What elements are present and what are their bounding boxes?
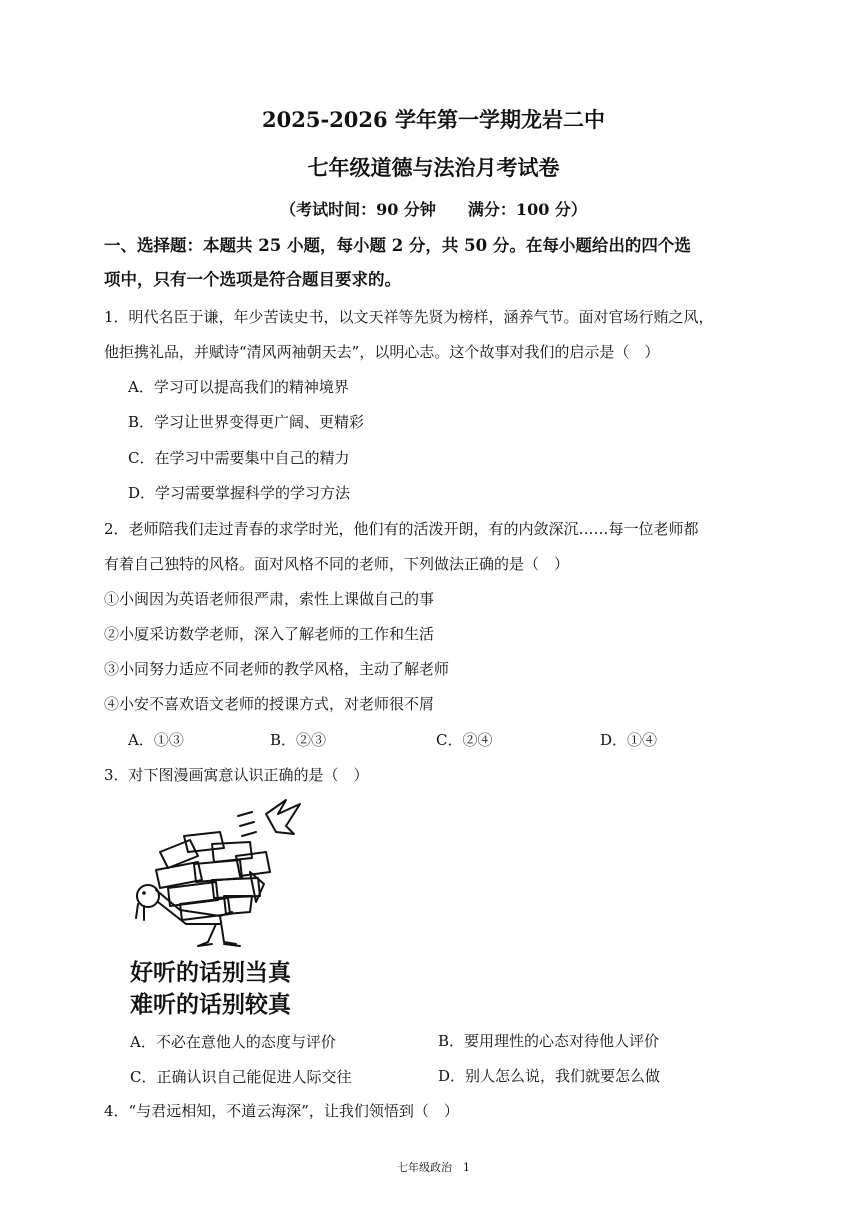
- q2-item-1: ①小闽因为英语老师很严肃，索性上课做自己的事: [104, 590, 435, 608]
- q2-item-3: ③小同努力适应不同老师的教学风格，主动了解老师: [104, 660, 450, 678]
- section-heading-line1: 一、选择题：本题共 25 小题，每小题 2 分，共 50 分。在每小题给出的四个选: [104, 236, 691, 255]
- q1-stem-line1: 1．明代名臣于谦，年少苦读史书，以文天祥等先贤为榜样，涵养气节。面对官场行贿之风，: [104, 308, 714, 326]
- q3-option-b: B．要用理性的心态对待他人评价: [438, 1032, 660, 1050]
- q2-option-c: C．②④: [436, 731, 493, 749]
- q1-option-b: B．学习让世界变得更广阔、更精彩: [128, 413, 365, 431]
- cartoon-caption-line2: 难听的话别较真: [130, 992, 291, 1018]
- q3-option-a: A．不必在意他人的态度与评价: [130, 1033, 336, 1051]
- q1-option-c: C．在学习中需要集中自己的精力: [128, 449, 350, 467]
- exam-title-subject: 七年级道德与法治月考试卷: [307, 155, 560, 180]
- page-footer: 七年级政治 1: [397, 1161, 470, 1174]
- cartoon-caption-line1: 好听的话别当真: [130, 960, 291, 986]
- q3-option-c: C．正确认识自己能促进人际交往: [130, 1068, 352, 1086]
- exam-title-school: 2025-2026 学年第一学期龙岩二中: [262, 107, 605, 132]
- q2-option-a: A．①③: [128, 731, 184, 749]
- q2-stem-line1: 2．老师陪我们走过青春的求学时光，他们有的活泼开朗，有的内敛深沉……每一位老师都: [104, 520, 699, 538]
- q2-option-d: D．①④: [600, 731, 658, 749]
- q3-stem: 3．对下图漫画寓意认识正确的是（ ）: [104, 766, 369, 784]
- q2-item-2: ②小厦采访数学老师，深入了解老师的工作和生活: [104, 625, 435, 643]
- q4-stem: 4．“与君远相知，不道云海深”，让我们领悟到（ ）: [104, 1102, 459, 1120]
- q3-option-d: D．别人怎么说，我们就要怎么做: [438, 1067, 661, 1085]
- section-heading-line2: 项中，只有一个选项是符合题目要求的。: [104, 270, 401, 289]
- q1-option-a: A．学习可以提高我们的精神境界: [128, 378, 349, 396]
- q2-item-4: ④小安不喜欢语文老师的授课方式，对老师很不屑: [104, 695, 435, 713]
- q1-option-d: D．学习需要掌握科学的学习方法: [128, 484, 351, 502]
- q2-stem-line2: 有着自己独特的风格。面对风格不同的老师，下列做法正确的是（ ）: [104, 555, 570, 573]
- q2-option-b: B．②③: [270, 731, 327, 749]
- q1-stem-line2: 他拒携礼品，并赋诗“清风两袖朝天去”，以明心志。这个故事对我们的启示是（ ）: [104, 343, 660, 361]
- exam-info: （考试时间：90 分钟 满分：100 分）: [280, 200, 587, 219]
